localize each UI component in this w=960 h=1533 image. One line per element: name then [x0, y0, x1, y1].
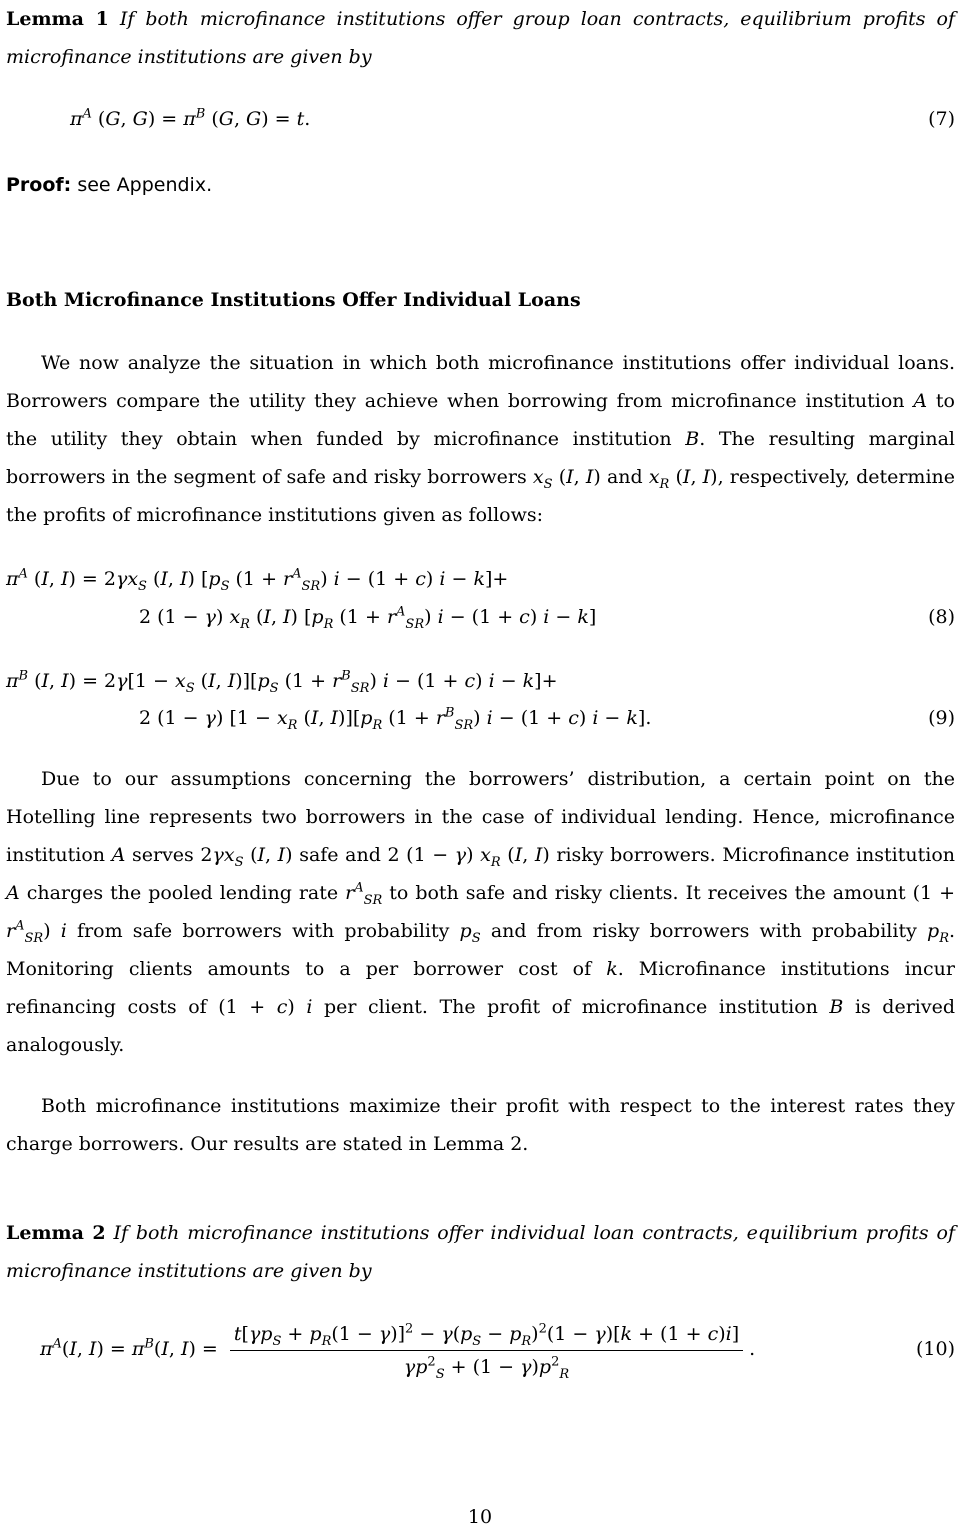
equation-7 — [6, 100, 955, 138]
paragraph-2: Due to our assumptions concerning the borrowers’ distribution, a certain point on the Hotelling line represents two borrowers in the case of individual lending. Hence, microfinance institution A serves $2\gamma x_S$ (I, I) safe and 2 (1 − γ) $x_R$ (I, I) risky borrowers. Microfinance institution A charges the pooled lending rate $r^A_{SR}$ to both safe and risky clients. It receives the amount $(1 + r^A_{SR})$ i from safe borrowers with probability $p_S$ and from risky borrowers with probability $p_R$. Monitoring clients amounts to a per borrower cost of k. Microfinance institutions incur refinancing costs of (1 + c) i per client. The profit of microfinance institution B is derived analogously. — [6, 768, 956, 1056]
lemma-1 — [6, 0, 955, 76]
equation-8-line-1: $\pi^A$ (I, $I) = 2\gamma x_S$ (I, I) [$p_S$ $(1 + r^A_{SR})$ i − (1 + c) i − k]+ — [6, 566, 509, 594]
para2-h: and from risky borrowers with probability — [490, 920, 917, 942]
para2-b: serves — [132, 844, 194, 866]
para1-e: , respectively, determine the profits of microfinance institutions given as follows: — [6, 466, 956, 526]
equation-9-line-1: $\pi^B$ (I, $I) = 2\gamma[1 - x_S$ (I, $I)][p_S$ $(1 + r^B_{SR})$ i − (1 + c) i − k]+ — [6, 668, 558, 696]
para2-e: charges the pooled lending rate — [26, 882, 339, 904]
equation-10-number: (10) — [915, 1338, 955, 1360]
equation-10-body: $\pi^A(I$, $I) = \pi^B(I$, I) = $\frac{t[\gamma p_S + p_R(1 - \gamma)]^2 - \gamma(p_S - p_R)^2(1 - \gamma)[k + (1 + c)i]}{\gamma p^2_S + (1 - \gamma)p^2_R}$ . — [40, 1321, 756, 1382]
proof-line — [6, 166, 955, 204]
para1-d: and — [606, 466, 643, 488]
para1-c: . The resulting marginal borrowers in the segment of safe and risky borrowers — [6, 428, 955, 488]
equation-7-number: (7) — [928, 108, 955, 130]
para2-c: safe and — [299, 844, 381, 866]
para2-d: risky borrowers. Microfinance institution — [556, 844, 955, 866]
proof-label: Proof: — [6, 174, 72, 196]
equation-10 — [40, 1314, 955, 1384]
equation-10-fraction: $\frac{t[\gamma p_S + p_R(1 - \gamma)]^2 - \gamma(p_S - p_R)^2(1 - \gamma)[k + (1 + c)i]}{\gamma p^2_S + (1 - \gamma)p^2_R}$ — [230, 1320, 743, 1381]
equation-9-number: (9) — [928, 707, 955, 729]
para1-a: We now analyze the situation in which both microfinance institutions offer individual loans. Borrowers compare the utility they achieve when borrowing from microfinance institution — [6, 352, 955, 412]
lemma-2-statement: If both microfinance institutions offer individual loan contracts, equilibrium profits of microfinance institutions are given by — [6, 1222, 955, 1282]
equation-8-line-2: 2 (1 − γ) $x_R$ (I, I) [$p_R$ $(1 + r^A_{SR})$ i − (1 + c) i − k] (8) — [6, 598, 955, 636]
paragraph-3: Both microfinance institutions maximize their profit with respect to the interest rates they charge borrowers. Our results are stated in Lemma 2. — [6, 1095, 955, 1155]
lemma-2 — [6, 1214, 955, 1290]
paragraph-1: We now analyze the situation in which both microfinance institutions offer individual loans. Borrowers compare the utility they achieve when borrowing from microfinance institution A to the utility they obtain when funded by microfinance institution B. The resulting marginal borrowers in the segment of safe and risky borrowers $x_S$ (I, I) and $x_R$ (I, I), respectively, determine the profits of microfinance institutions given as follows: — [6, 352, 956, 526]
lemma-1-label: Lemma 1 — [6, 8, 109, 30]
equation-7-body: $\pi^A$ (G, $G) = \pi^B$ (G, G) = t. — [70, 106, 311, 130]
page-number: 10 — [467, 1506, 493, 1528]
para1-b: to the utility they obtain when funded by microfinance institution — [6, 390, 955, 450]
lemma-1-statement: If both microfinance institutions offer group loan contracts, equilibrium profits of microfinance institutions are given by — [6, 8, 955, 68]
equation-8-number: (8) — [928, 606, 955, 628]
para2-l: is derived analogously. — [6, 996, 956, 1056]
section-heading: Both Microfinance Institutions Offer Individual Loans — [6, 289, 581, 311]
para2-k: per client. The profit of microfinance institution — [323, 996, 818, 1018]
para2-g: from safe borrowers with probability — [77, 920, 450, 942]
para2-i: . Monitoring clients amounts to a per borrower cost of — [6, 920, 956, 980]
equation-9-line-2: 2 (1 − γ) [$1 - x_R$ (I, $I)][p_R$ $(1 + r^B_{SR})$ i − (1 + c) i − k]. (9) — [6, 699, 955, 737]
para2-a: Due to our assumptions concerning the borrowers’ distribution, a certain point on the Hotelling line represents two borrowers in the case of individual lending. Hence, microfinance institution — [6, 768, 955, 866]
para2-f: to both safe and risky clients. It receives the amount — [389, 882, 906, 904]
para2-j: . Microfinance institutions incur refinancing costs of — [6, 958, 955, 1018]
proof-text: see Appendix. — [77, 174, 213, 196]
lemma-2-label: Lemma 2 — [6, 1222, 106, 1244]
